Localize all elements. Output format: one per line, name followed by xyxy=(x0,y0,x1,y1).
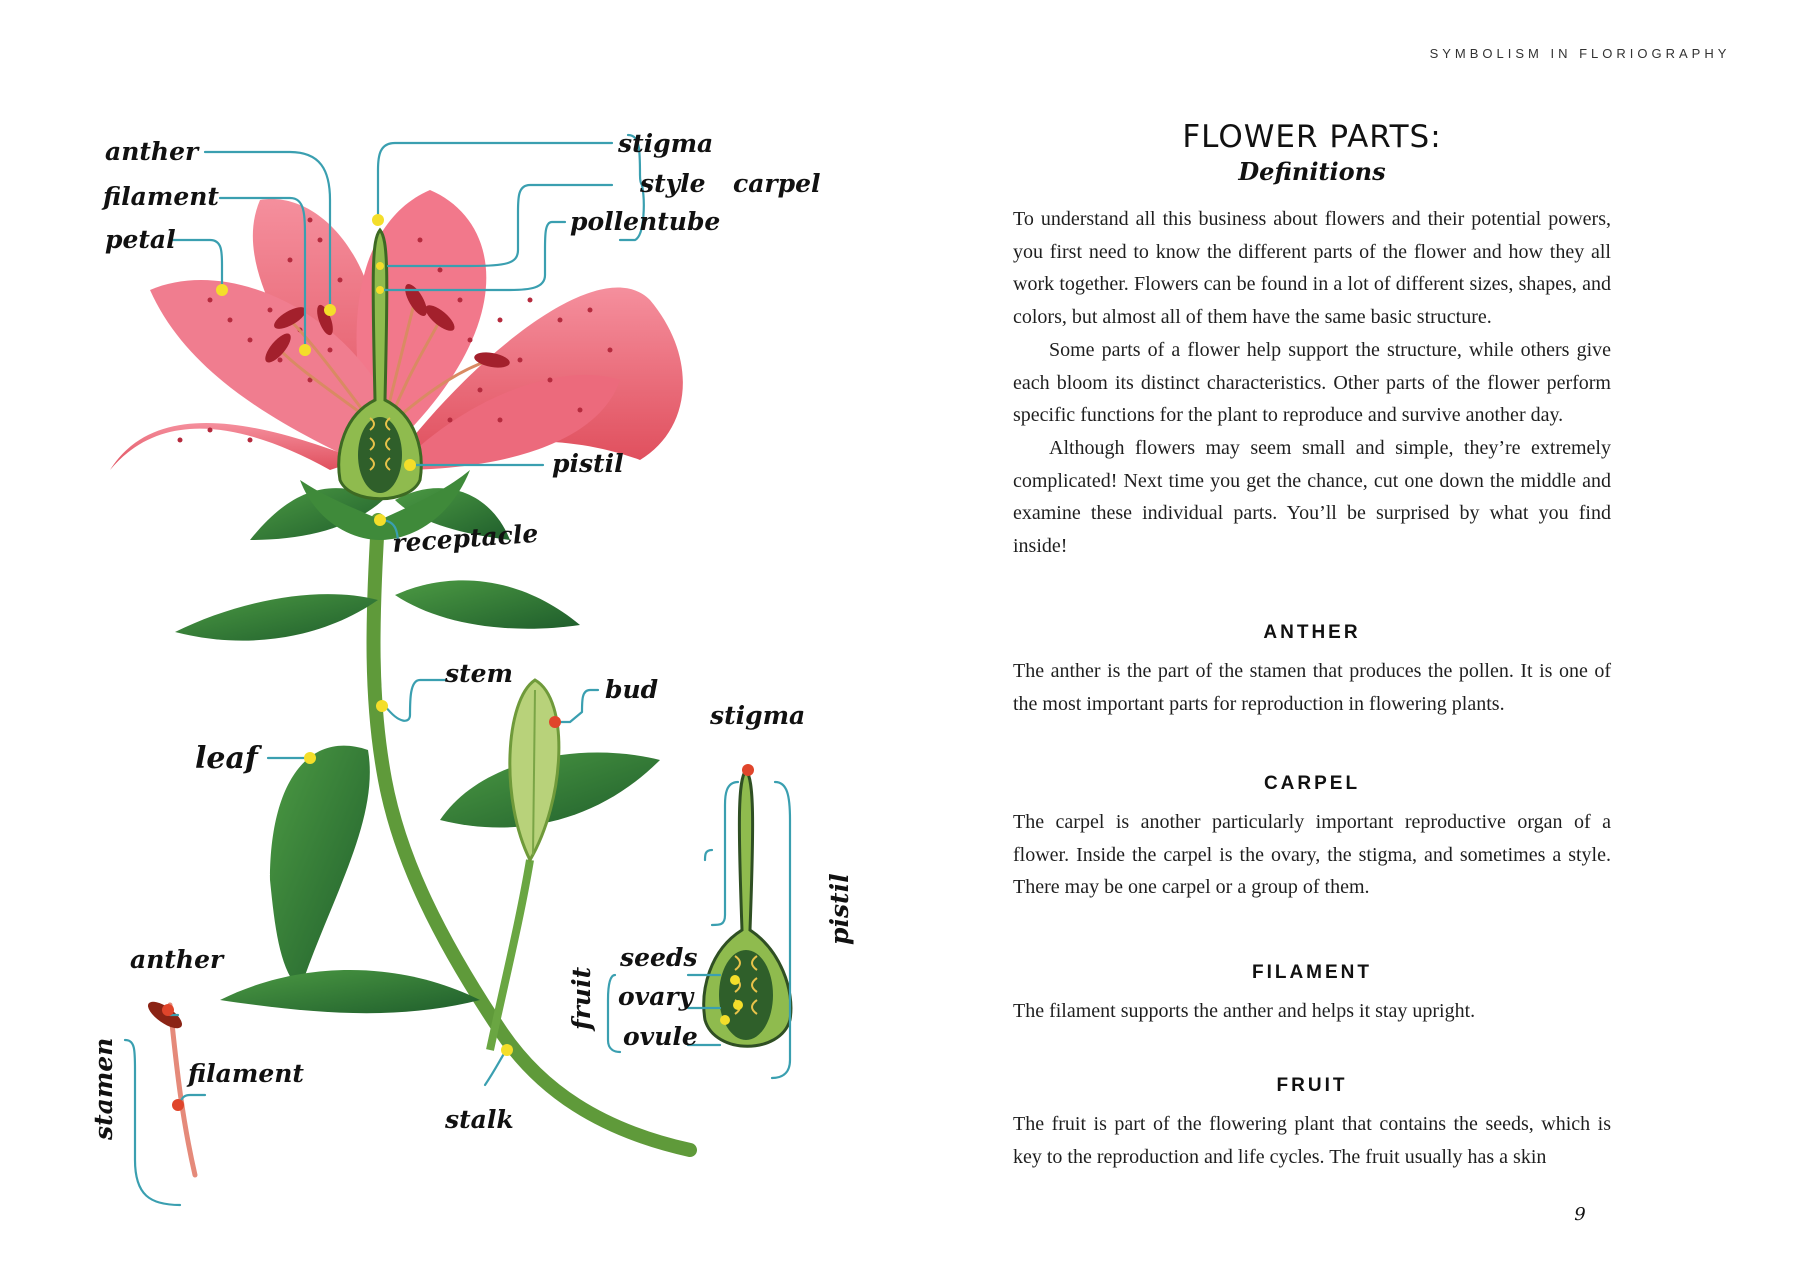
section-heading-anther: ANTHER xyxy=(1263,622,1361,643)
label-filament: filament xyxy=(103,182,219,211)
section-text: The filament supports the anther and helps it stay upright. xyxy=(1013,1000,1476,1022)
label-stigma: stigma xyxy=(618,129,714,158)
section-filament xyxy=(1013,995,1611,1028)
section-heading-carpel: CARPEL xyxy=(1263,773,1361,794)
label-stigma-detail: stigma xyxy=(710,701,806,730)
label-filament-detail: filament xyxy=(188,1059,304,1088)
leaf-shape-1 xyxy=(175,594,378,640)
label-style: style xyxy=(640,169,706,198)
section-carpel xyxy=(1013,806,1611,904)
intro-paragraph: To understand all this business about flowers and their potential powers, you first need to know the different parts of the flower and how they all work together. Flowers can be found in a lot of different sizes, shapes, and colors, but almost all of them have the same basic structure. xyxy=(1013,208,1611,329)
label-carpel: carpel xyxy=(733,169,821,198)
label-ovule: ovule xyxy=(623,1022,698,1051)
leaf-shape-3 xyxy=(270,746,370,990)
section-fruit xyxy=(1013,1108,1611,1173)
label-stamen: stamen xyxy=(89,1037,118,1140)
label-pollentube: pollentube xyxy=(570,207,721,236)
ovary-shape xyxy=(358,417,402,493)
intro-text xyxy=(1013,203,1611,563)
text-page xyxy=(900,0,1800,1275)
page-title: FLOWER PARTS: xyxy=(1182,119,1442,155)
section-text: The anther is the part of the stamen that produces the pollen. It is one of the most important parts for reproduction in flowering plants. xyxy=(1013,660,1611,715)
running-head: SYMBOLISM IN FLORIOGRAPHY xyxy=(1429,46,1731,61)
stamen-detail-filament xyxy=(170,1005,195,1175)
label-fruit: fruit xyxy=(567,966,596,1030)
leaf-shape-5 xyxy=(220,970,480,1013)
section-heading-fruit: FRUIT xyxy=(1276,1075,1348,1096)
label-anther-detail: anther xyxy=(130,945,224,974)
label-bud: bud xyxy=(605,675,659,704)
label-seeds: seeds xyxy=(620,943,698,972)
page-subtitle: Definitions xyxy=(1238,157,1386,186)
section-text: The fruit is part of the flowering plant that contains the seeds, which is key to the reproduction and life cycles. The fruit usually has a skin xyxy=(1013,1113,1611,1168)
label-pistil: pistil xyxy=(552,449,624,478)
page-number: 9 xyxy=(1574,1204,1586,1225)
label-receptacle: receptacle xyxy=(391,518,540,558)
label-ovary: ovary xyxy=(618,982,694,1011)
title-block xyxy=(1013,118,1611,188)
label-leaf: leaf xyxy=(195,741,258,776)
intro-paragraph: Although flowers may seem small and simple, they’re extremely complicated! Next time you get the chance, cut one down the middle and examine these individual parts. You’ll be surprised by what you find inside! xyxy=(1013,436,1611,558)
label-stalk: stalk xyxy=(445,1105,514,1134)
bud-stem-shape xyxy=(490,860,530,1050)
label-stem: stem xyxy=(445,659,513,688)
label-anther: anther xyxy=(105,137,199,166)
leaf-shape-2 xyxy=(395,580,580,628)
intro-paragraph: Some parts of a flower help support the structure, while others give each bloom its distinct characteristics. Other parts of the flower perform specific functions for the plant to reproduce and survive another day. xyxy=(1013,338,1611,427)
section-anther xyxy=(1013,655,1611,720)
label-pistil-detail: pistil xyxy=(825,873,854,945)
section-heading-filament: FILAMENT xyxy=(1251,962,1373,983)
pistil-detail-ovary xyxy=(719,950,773,1040)
section-text: The carpel is another particularly important reproductive organ of a flower. Inside the carpel is the ovary, the stigma, and sometimes a style. There may be one carpel or a group of them. xyxy=(1013,811,1611,899)
label-petal: petal xyxy=(105,225,176,254)
